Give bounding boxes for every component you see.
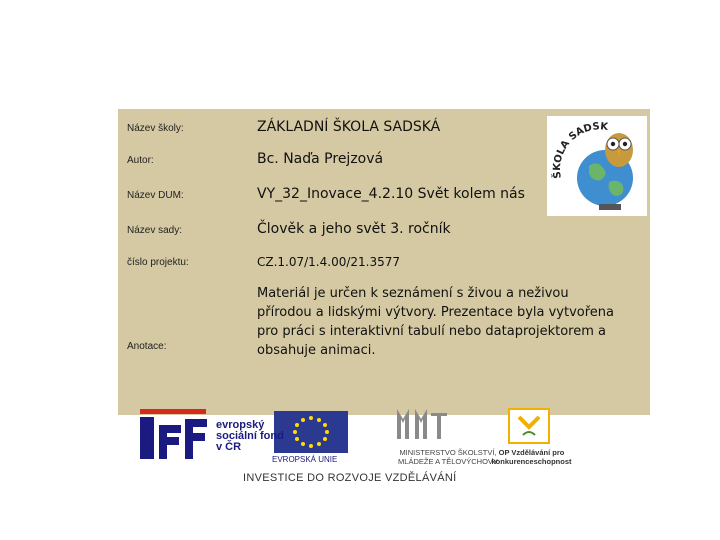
msmt-logo-icon: [397, 409, 447, 439]
value-dum: VY_32_Inovace_4.2.10 Svět kolem nás: [257, 186, 525, 202]
esf-title: evropský sociální fond v ČR: [216, 419, 284, 453]
footer-tagline: INVESTICE DO ROZVOJE VZDĚLÁVÁNÍ: [243, 472, 457, 484]
esf-logo-icon: [140, 409, 207, 459]
value-annotation: Materiál je určen k seznámení s živou a neživou přírodou a lidskými výtvory. Prezentace byla vytvořena pro práci s interaktivní tabulí nebo dataprojektorem a obsahuje animaci.: [257, 286, 615, 358]
value-author: Bc. Naďa Prejzová: [257, 151, 384, 167]
eu-caption: EVROPSKÁ UNIE: [272, 455, 338, 464]
op-vk-logo-icon: [509, 409, 549, 443]
label-school: Název školy:: [127, 123, 184, 134]
value-project: CZ.1.07/1.4.00/21.3577: [257, 255, 401, 269]
info-card: [118, 109, 650, 415]
msmt-caption: MINISTERSTVO ŠKOLSTVÍ, MLÁDEŽE A TĚLOVÝCHOVY: [398, 448, 498, 466]
school-logo-text: ŠKOLA SADSK: [551, 121, 609, 180]
op-caption: OP Vzdělávání pro konkurenceschopnost: [491, 448, 572, 466]
owl-globe-logo: [547, 116, 647, 216]
label-dum: Název DUM:: [127, 190, 184, 201]
value-set: Člověk a jeho svět 3. ročník: [257, 221, 451, 237]
label-project: číslo projektu:: [127, 257, 189, 268]
label-set: Název sady:: [127, 225, 183, 236]
label-annotation: Anotace:: [127, 341, 167, 352]
label-author: Autor:: [127, 155, 154, 166]
value-school: ZÁKLADNÍ ŠKOLA SADSKÁ: [257, 119, 441, 135]
